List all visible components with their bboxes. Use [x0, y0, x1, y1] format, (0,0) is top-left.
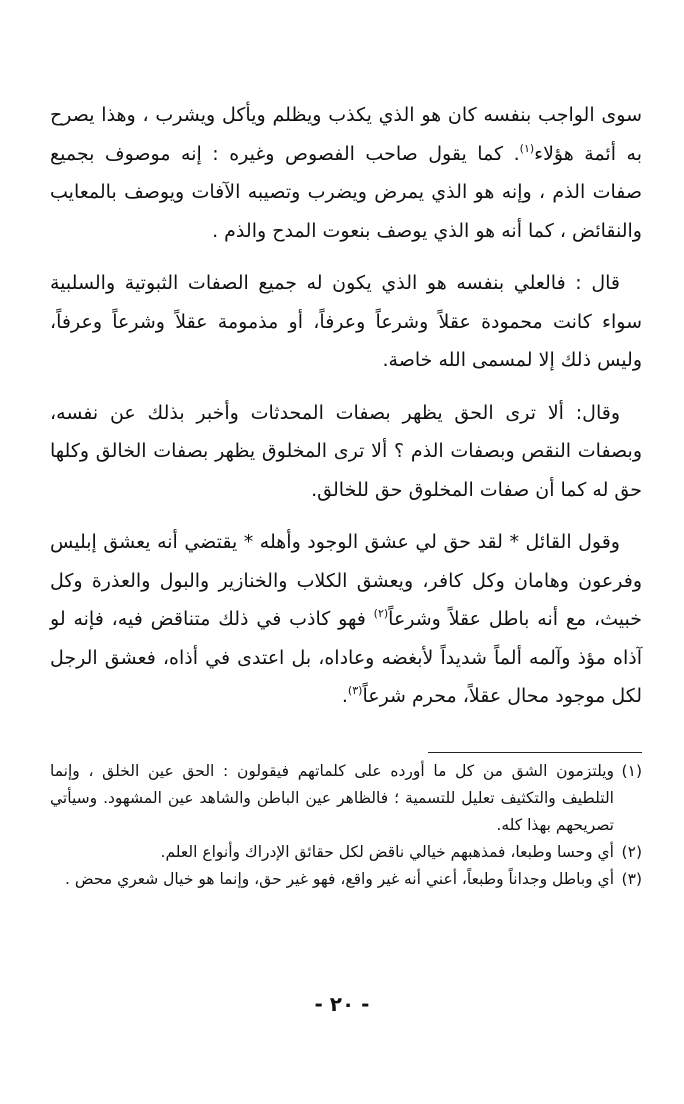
- paragraph-text: . كما يقول صاحب الفصوص وغيره : إنه موصوف بجميع صفات الذم ، وإنه هو الذي يمرض ويضرب وتصيبه الآفات ويوصف بالمعايب والنقائض ، كما أنه هو الذي يوصف بنعوت المدح والذم .: [50, 142, 642, 242]
- footnote-reference: (١): [519, 141, 535, 155]
- footnote-text: أي وحسا وطبعا، فمذهبهم خيالي ناقض لكل حقائق الإدراك وأنواع العلم.: [160, 843, 614, 861]
- paragraph-text: سوى الواجب بنفسه كان هو الذي يكذب ويظلم ويأكل ويشرب ، وهذا يصرح به أئمة هؤلاء: [50, 104, 642, 165]
- footnote-reference: (٣): [347, 684, 363, 697]
- paragraph-text: وقول القائل * لقد حق لي عشق الوجود وأهله * يقتضي أنه يعشق إبليس وفرعون وهامان وكل كافر، ويعشق الكلاب والخنازير والبول والعذرة وكل خبيث، مع أنه باطل عقلاً وشرعاً: [50, 531, 642, 630]
- footnote-divider: [428, 752, 642, 753]
- footnote-text: ويلتزمون الشق من كل ما أورده على كلماتهم فيقولون : الحق عين الخلق ، وإنما التلطيف والتكثيف تعليل للتسمية ؛ فالظاهر عين الباطن والشاهد عين المشهود. وسيأتي تصريحهم بهذا كله.: [50, 762, 614, 834]
- page-number: - ٢٠ -: [314, 992, 370, 1016]
- paragraph: [50, 96, 642, 250]
- footnote-number: (١): [621, 762, 642, 780]
- paragraph-text: وقال: ألا ترى الحق يظهر بصفات المحدثات وأخبر بذلك عن نفسه، وبصفات النقص وبصفات الذم ؟ ألا ترى المخلوق يظهر بصفات الخالق وكلها حق له كما أن صفات المخلوق حق للخالق.: [50, 401, 642, 501]
- paragraph-text: .: [341, 685, 348, 707]
- paragraph-text: قال : فالعلي بنفسه هو الذي يكون له جميع الصفات الثبوتية والسلبية سواء كانت محمودة عقلاً وشرعاً وعرفاً، أو مذمومة عقلاً وشرعاً وعرفاً، وليس ذلك إلا لمسمى الله خاصة.: [50, 272, 642, 371]
- footnote-number: (٣): [621, 870, 642, 888]
- footnote: [50, 839, 642, 866]
- footnote-number: (٢): [621, 843, 642, 861]
- main-text: [50, 96, 642, 730]
- paragraph: [50, 523, 642, 716]
- paragraph: [50, 264, 642, 380]
- paragraph: [50, 394, 642, 510]
- footnote: [50, 866, 642, 893]
- footnote: [50, 758, 642, 839]
- footnote-reference: (٢): [373, 607, 389, 620]
- footnotes: [50, 758, 642, 893]
- footnote-text: أي وباطل وجداناً وطبعاً، أعني أنه غير واقع، فهو غير حق، وإنما هو خيال شعري محض .: [65, 870, 614, 888]
- paragraph-text: فهو كاذب في ذلك متناقض فيه، فإنه لو آذاه مؤذ وآلمه ألماً شديداً لأبغضه وعاداه، بل اعتدى في أذاه، فعشق الرجل لكل موجود محال عقلاً، محرم شرعاً: [50, 608, 642, 707]
